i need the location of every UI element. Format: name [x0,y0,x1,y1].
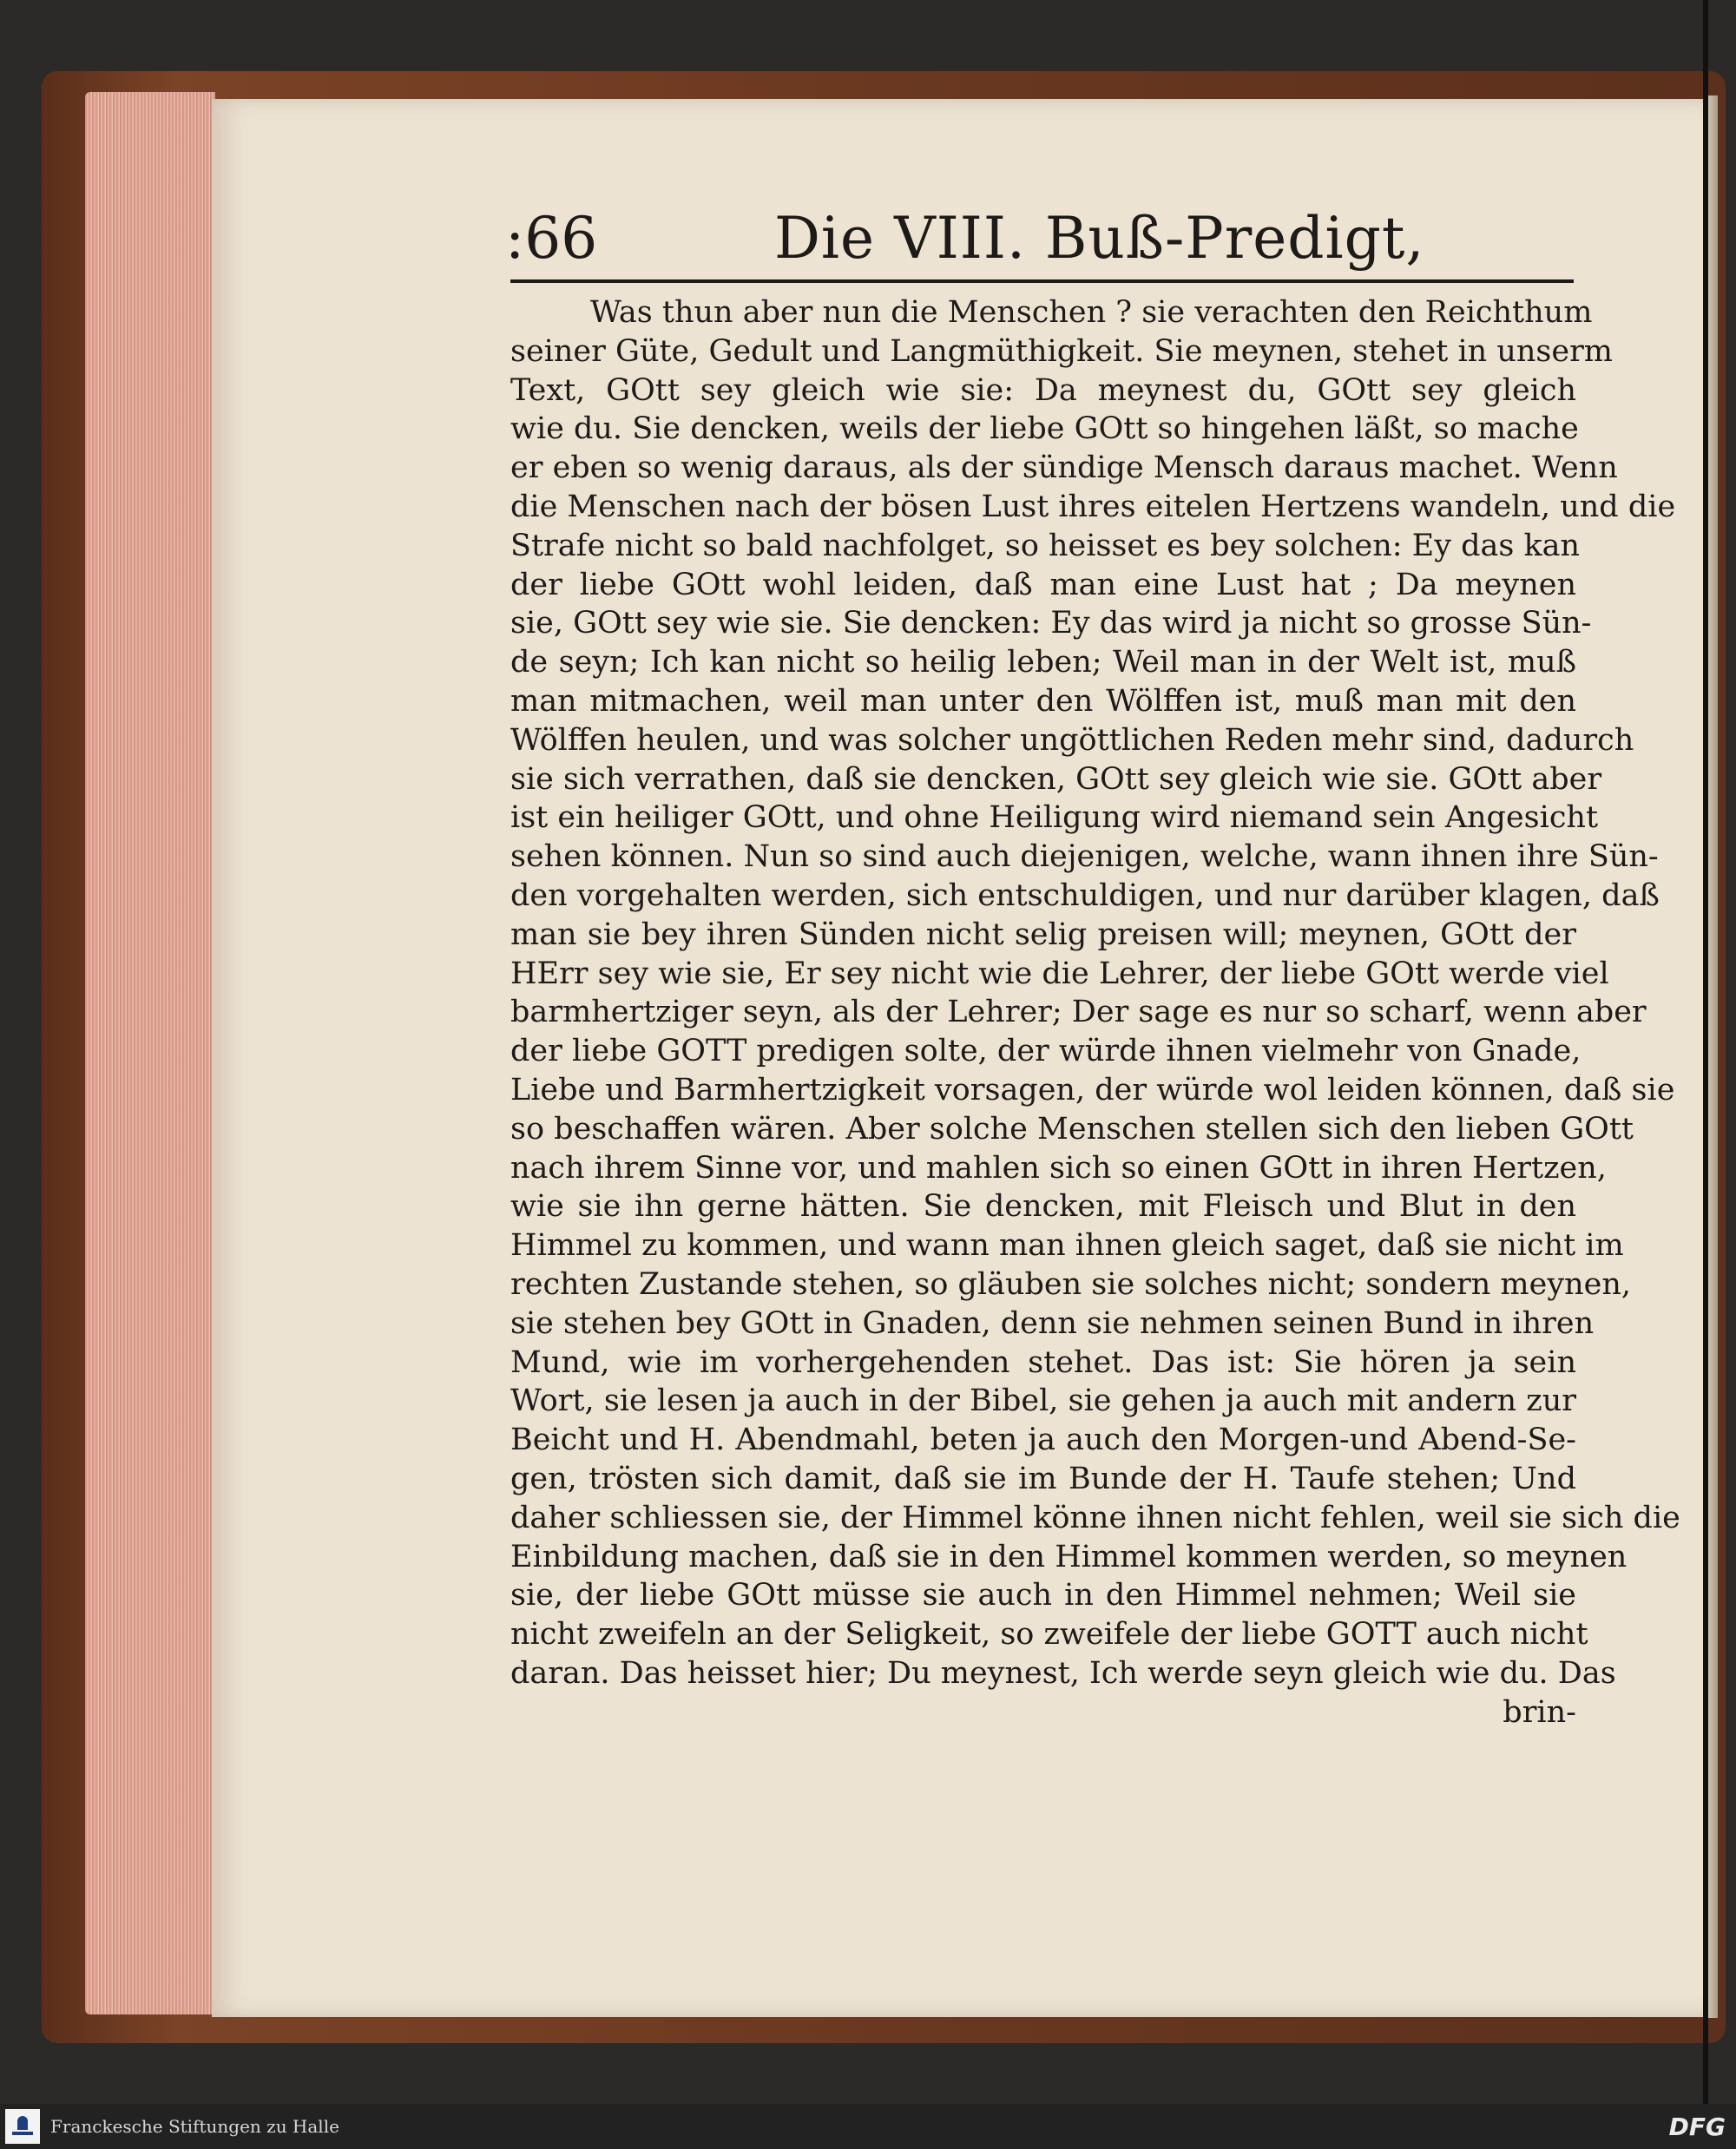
text-line: die Menschen nach der bösen Lust ihres eitelen Hertzens wandeln, und die [510,489,1676,524]
text-line: rechten Zustande stehen, so gläuben sie solches nicht; sondern meynen, [510,1266,1632,1302]
running-title: Die VIII. Buß-Predigt, [774,205,1425,272]
institution-logo [5,2109,40,2144]
text-line: Liebe und Barmhertzigkeit vorsagen, der würde wol leiden können, daß sie [510,1072,1675,1107]
scan-divider-line [1703,0,1708,2149]
text-line: Wölffen heulen, und was solcher ungöttlichen Reden mehr sind, dadurch [510,722,1634,758]
text-line: sehen können. Nun so sind auch diejenigen, welche, wann ihnen ihre Sün- [510,839,1659,875]
text-line: sie, der liebe GOtt müsse sie auch in den Himmel nehmen; Weil sie [510,1578,1576,1613]
text-line: sie sich verrathen, daß sie dencken, GOtt sey gleich wie sie. GOtt aber [510,761,1602,797]
text-line: sie stehen bey GOtt in Gnaden, denn sie nehmen seinen Bund in ihren [510,1305,1595,1341]
text-line: der liebe GOtt wohl leiden, daß man eine Lust hat ; Da meynen [510,567,1576,602]
text-line: seiner Güte, Gedult und Langmüthigkeit. Sie meynen, stehet in unserm [510,333,1613,369]
text-line: de seyn; Ich kan nicht so heilig leben; Weil man in der Welt ist, muß [510,645,1576,680]
text-line: er eben so wenig daraus, als der sündige Mensch daraus machet. Wenn [510,450,1618,486]
text-line: Wort, sie lesen ja auch in der Bibel, sie gehen ja auch mit andern zur [510,1383,1576,1419]
text-line: brin- [1503,1694,1576,1730]
page-header [505,205,1573,283]
text-line: Strafe nicht so bald nachfolget, so heisset es bey solchen: Ey das kan [510,528,1581,563]
text-line: den vorgehalten werden, sich entschuldigen, und nur darüber klagen, daß [510,877,1660,913]
header-rule [510,279,1574,283]
viewer-footer [0,2104,1736,2149]
text-line: Text, GOtt sey gleich wie sie: Da meynest du, GOtt sey gleich [510,372,1576,408]
text-line: man mitmachen, weil man unter den Wölffen ist, muß man mit den [510,683,1576,719]
text-line: gen, trösten sich damit, daß sie im Bunde der H. Taufe stehen; Und [510,1461,1576,1496]
page-edges [85,92,215,2014]
page-number: :66 [505,205,598,272]
dfg-logo: DFG [1668,2113,1726,2141]
institution-name: Franckesche Stiftungen zu Halle [50,2116,339,2137]
text-line: ist ein heiliger GOtt, und ohne Heiligung wird niemand sein Angesicht [510,800,1599,836]
text-line: man sie bey ihren Sünden nicht selig preisen will; meynen, GOtt der [510,917,1576,952]
page-body-text [510,293,1680,1732]
text-line: wie du. Sie dencken, weils der liebe GOtt so hingehen läßt, so mache [510,411,1579,447]
text-line: Mund, wie im vorhergehenden stehet. Das ist: Sie hören ja sein [510,1344,1576,1380]
text-line: daher schliessen sie, der Himmel könne ihnen nicht fehlen, weil sie sich die [510,1500,1680,1535]
text-line: HErr sey wie sie, Er sey nicht wie die Lehrer, der liebe GOtt werde viel [510,956,1609,991]
text-line: daran. Das heisset hier; Du meynest, Ich werde seyn gleich wie du. Das [510,1655,1616,1691]
text-line: nach ihrem Sinne vor, und mahlen sich so einen GOtt in ihren Hertzen, [510,1150,1607,1186]
text-line: barmhertziger seyn, als der Lehrer; Der sage es nur so scharf, wenn aber [510,995,1647,1030]
text-line: wie sie ihn gerne hätten. Sie dencken, mit Fleisch und Blut in den [510,1189,1576,1225]
text-line: so beschaffen wären. Aber solche Menschen stellen sich den lieben GOtt [510,1111,1634,1147]
text-line: Was thun aber nun die Menschen ? sie verachten den Reichthum [590,295,1593,330]
text-line: der liebe GOTT predigen solte, der würde ihnen vielmehr von Gnade, [510,1034,1581,1069]
text-line: nicht zweifeln an der Seligkeit, so zweifele der liebe GOTT auch nicht [510,1617,1588,1653]
text-line: Einbildung machen, daß sie in den Himmel kommen werden, so meynen [510,1539,1628,1574]
text-line: Beicht und H. Abendmahl, beten ja auch den Morgen-und Abend-Se- [510,1423,1576,1458]
text-line: sie, GOtt sey wie sie. Sie dencken: Ey das wird ja nicht so grosse Sün- [510,606,1592,641]
text-line: Himmel zu kommen, und wann man ihnen gleich saget, daß sie nicht im [510,1228,1624,1264]
